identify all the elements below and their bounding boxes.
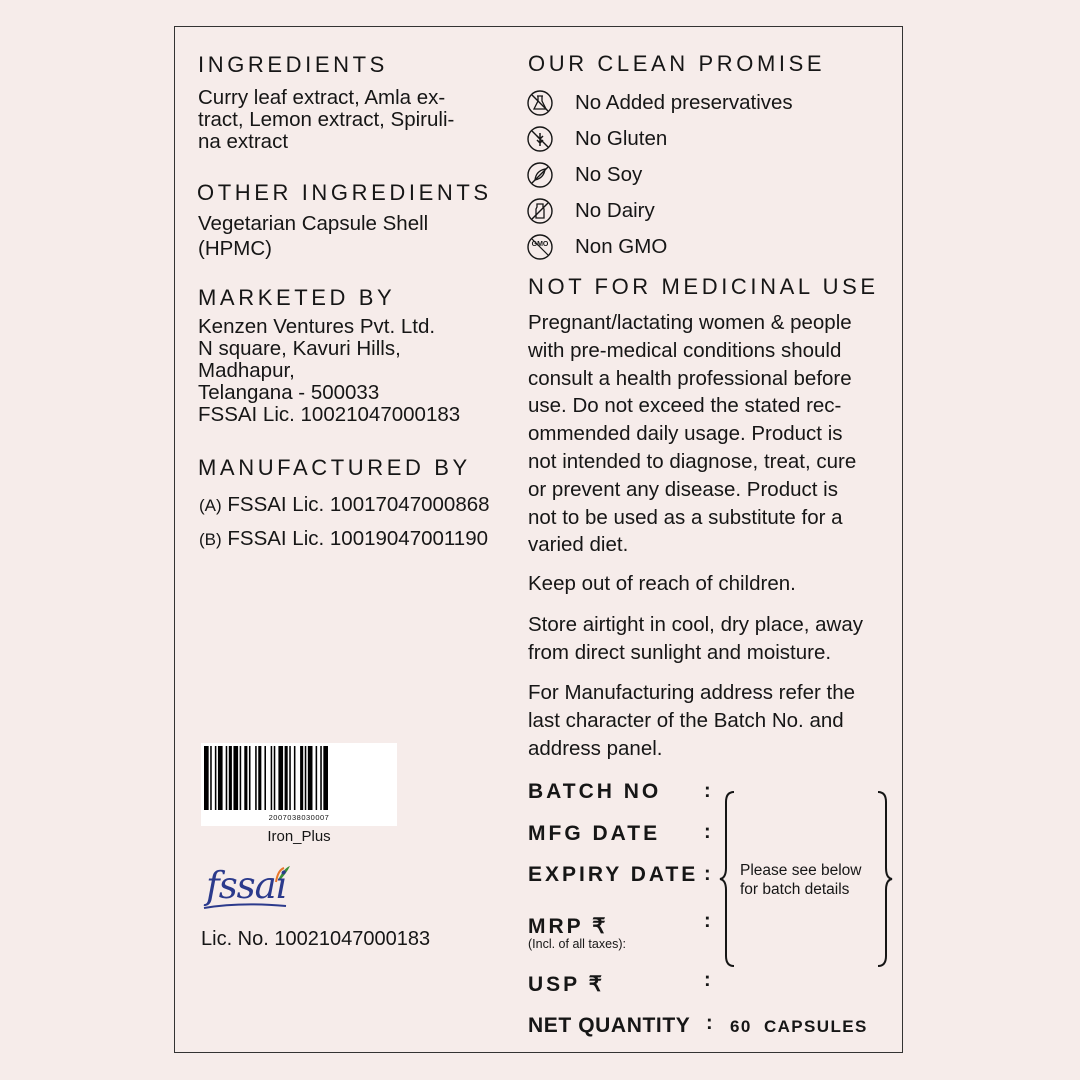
promise-label: No Dairy — [575, 199, 655, 222]
fssai-logo-text: fssai — [206, 864, 287, 907]
barcode-bar — [240, 746, 242, 810]
barcode-bar — [320, 746, 322, 810]
barcode-bar — [285, 746, 288, 810]
marketed-by-heading: MARKETED BY — [198, 285, 396, 310]
warning-line: with pre-medical conditions should — [528, 338, 842, 362]
warning-line: not to be used as a substitute for a — [528, 505, 843, 529]
barcode-bar — [215, 746, 217, 810]
mrp-label: MRP ₹ — [528, 915, 609, 938]
promise-heading: OUR CLEAN PROMISE — [528, 51, 826, 76]
barcode-bar — [249, 746, 251, 810]
barcode-bar — [255, 746, 257, 810]
promise-item-no-dairy — [527, 196, 655, 226]
mrp-note: (Incl. of all taxes): — [528, 937, 626, 951]
net-quantity-label: NET QUANTITY — [528, 1014, 691, 1037]
marketed-by-line: Kenzen Ventures Pvt. Ltd. — [198, 315, 436, 338]
barcode — [201, 743, 397, 826]
barcode-bar — [210, 746, 212, 810]
manufacturer-license: FSSAI Lic. 10017047000868 — [227, 493, 490, 516]
manufacturer-marker: (A) — [199, 496, 222, 515]
net-quantity-value: 60 CAPSULES — [730, 1017, 868, 1036]
barcode-bar — [300, 746, 303, 810]
manufacturer-license: FSSAI Lic. 10019047001190 — [227, 527, 488, 550]
children-warning: Keep out of reach of children. — [528, 572, 796, 595]
net-quantity-colon: : — [706, 1012, 713, 1034]
manufacturer-marker: (B) — [199, 530, 222, 549]
address-note-line: last character of the Batch No. and — [528, 708, 844, 732]
barcode-bar — [274, 746, 276, 810]
barcode-number: 2007038030007 — [268, 813, 330, 822]
storage-instructions — [528, 611, 863, 667]
barcode-bar — [294, 746, 296, 810]
flask-crossed-icon — [527, 90, 553, 116]
promise-label: No Gluten — [575, 127, 668, 150]
barcode-bar — [264, 746, 266, 810]
warning-line: not intended to diagnose, treat, cure — [528, 449, 857, 473]
warning-line: varied diet. — [528, 533, 629, 557]
manufacturing-address-note — [528, 679, 855, 762]
barcode-bar — [229, 746, 232, 810]
barcode-bar — [258, 746, 261, 810]
address-note-line: address panel. — [528, 736, 663, 760]
fssai-logo — [200, 862, 292, 914]
barcode-bars — [201, 743, 397, 813]
ingredients-heading: INGREDIENTS — [198, 52, 388, 77]
promise-item-non-gmo — [527, 232, 668, 262]
batch-no-label: BATCH NO — [528, 780, 662, 803]
promise-label: No Soy — [575, 163, 643, 186]
promise-item-no-soy — [527, 160, 643, 190]
warning-line: use. Do not exceed the stated rec- — [528, 394, 842, 418]
milk-crossed-icon — [527, 198, 553, 224]
expiry-date-label: EXPIRY DATE — [528, 863, 699, 886]
storage-line: from direct sunlight and moisture. — [528, 640, 832, 664]
gmo-badge-text: GMO — [531, 241, 549, 248]
usp-label: USP ₹ — [528, 973, 605, 996]
other-ingredients-text — [198, 211, 428, 261]
medicinal-warning — [528, 309, 856, 559]
barcode-bar — [323, 746, 328, 810]
fssai-license: Lic. No. 10021047000183 — [201, 928, 431, 950]
warning-line: or prevent any disease. Product is — [528, 477, 838, 501]
batch-details-note — [740, 861, 862, 899]
ingredients-line: tract, Lemon extract, Spiruli- — [198, 108, 455, 131]
warning-line: consult a health professional before — [528, 366, 852, 390]
barcode-bar — [218, 746, 223, 810]
manufacturer-b — [199, 528, 488, 551]
mfg-date-colon: : — [704, 821, 711, 843]
barcode-bar — [308, 746, 313, 810]
expiry-date-colon: : — [704, 863, 711, 885]
marketed-by-text — [198, 316, 460, 426]
other-ingredients-heading: OTHER INGREDIENTS — [197, 180, 492, 205]
mfg-date-label: MFG DATE — [528, 822, 661, 845]
marketed-by-line: N square, Kavuri Hills, — [198, 337, 401, 360]
barcode-bar — [278, 746, 283, 810]
promise-item-no-preservatives — [527, 88, 793, 118]
warning-line: Pregnant/lactating women & people — [528, 311, 852, 334]
ingredients-text — [198, 87, 454, 153]
marketed-by-line: Madhapur, — [198, 359, 295, 382]
barcode-bar — [289, 746, 291, 810]
medicinal-heading: NOT FOR MEDICINAL USE — [528, 274, 879, 299]
barcode-bar — [305, 746, 307, 810]
barcode-bar — [233, 746, 238, 810]
promise-item-no-gluten — [527, 124, 668, 154]
batch-note-line: Please see below — [740, 862, 862, 879]
batch-note-line: for batch details — [740, 881, 850, 898]
barcode-bar — [271, 746, 273, 810]
promise-label: Non GMO — [575, 235, 668, 258]
barcode-bar — [204, 746, 209, 810]
warning-line: ommended daily usage. Product is — [528, 422, 843, 446]
marketed-by-line: Telangana - 500033 — [198, 381, 380, 404]
barcode-bar — [244, 746, 247, 810]
marketed-by-line: FSSAI Lic. 10021047000183 — [198, 403, 461, 426]
address-note-line: For Manufacturing address refer the — [528, 681, 856, 704]
other-ingredients-line: (HPMC) — [198, 237, 273, 260]
storage-line: Store airtight in cool, dry place, away — [528, 613, 863, 636]
soy-crossed-icon — [527, 162, 553, 188]
mrp-colon: : — [704, 910, 711, 932]
manufacturer-a — [199, 494, 490, 517]
barcode-caption: Iron_Plus — [267, 828, 331, 845]
barcode-bar — [316, 746, 318, 810]
barcode-bar — [226, 746, 228, 810]
promise-label: No Added preservatives — [575, 91, 793, 114]
other-ingredients-line: Vegetarian Capsule Shell — [198, 212, 429, 235]
ingredients-line: Curry leaf extract, Amla ex- — [198, 86, 446, 109]
manufactured-by-heading: MANUFACTURED BY — [198, 455, 471, 480]
batch-no-colon: : — [704, 780, 711, 802]
wheat-crossed-icon — [527, 126, 553, 152]
usp-colon: : — [704, 969, 711, 991]
ingredients-line: na extract — [198, 130, 289, 153]
